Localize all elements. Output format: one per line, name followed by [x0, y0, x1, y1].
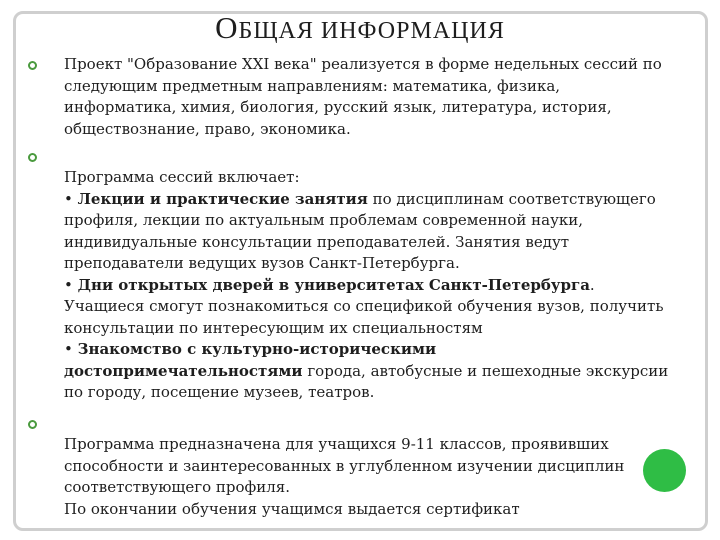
accent-dot — [643, 449, 686, 492]
section-general-text: Проект "Образование XXI века" реализуется в форме недельных сессий по следующим предметным направлениям: математика, физика, информатика, химия, биология, русский язык, литература, история, обществознание, право, экономика. — [64, 55, 662, 138]
program-item-lectures-text: по дисциплинам соответствующего профиля, лекции по актуальным проблемам современной науки, индивидуальные консультации преподавателей. Занятия ведут преподаватели ведущих вузов Санкт-Петербурга. — [64, 189, 656, 272]
section-audience — [64, 434, 674, 520]
slide-title: ОБЩАЯ ИНФОРМАЦИЯ — [215, 10, 505, 45]
program-item-lectures — [64, 189, 674, 275]
program-item-open-days-text: . Учащиеся смогут познакомиться со спецификой обучения вузов, получить консультации по интересующим их специальностям — [64, 275, 664, 337]
bullet-glyph: • — [64, 189, 73, 208]
section-program — [64, 167, 674, 404]
bullet-glyph: • — [64, 275, 73, 294]
audience-text: Программа предназначена для учащихся 9-11 классов, проявивших способности и заинтересованных в углубленном изучении дисциплин соответствующего профиля. — [64, 435, 625, 496]
program-item-culture-text: города, автобусные и пешеходные экскурсии по городу, посещение музеев, театров. — [64, 361, 669, 401]
bullet-icon — [28, 61, 37, 70]
program-item-open-days — [64, 275, 674, 340]
program-intro: Программа сессий включает: — [64, 168, 300, 186]
certificate-text: По окончании обучения учащимся выдается сертификат — [64, 499, 520, 518]
bullet-icon — [28, 420, 37, 429]
section-general — [64, 54, 674, 140]
program-item-open-days-title: Дни открытых дверей в университетах Санкт-Петербурга — [77, 275, 590, 294]
program-item-lectures-title: Лекции и практические занятия — [77, 189, 368, 208]
bullet-icon — [28, 153, 37, 162]
program-item-culture-title: Знакомство с культурно-историческими достопримечательностями — [64, 340, 437, 380]
program-item-culture — [64, 339, 674, 404]
bullet-glyph: • — [64, 340, 73, 358]
